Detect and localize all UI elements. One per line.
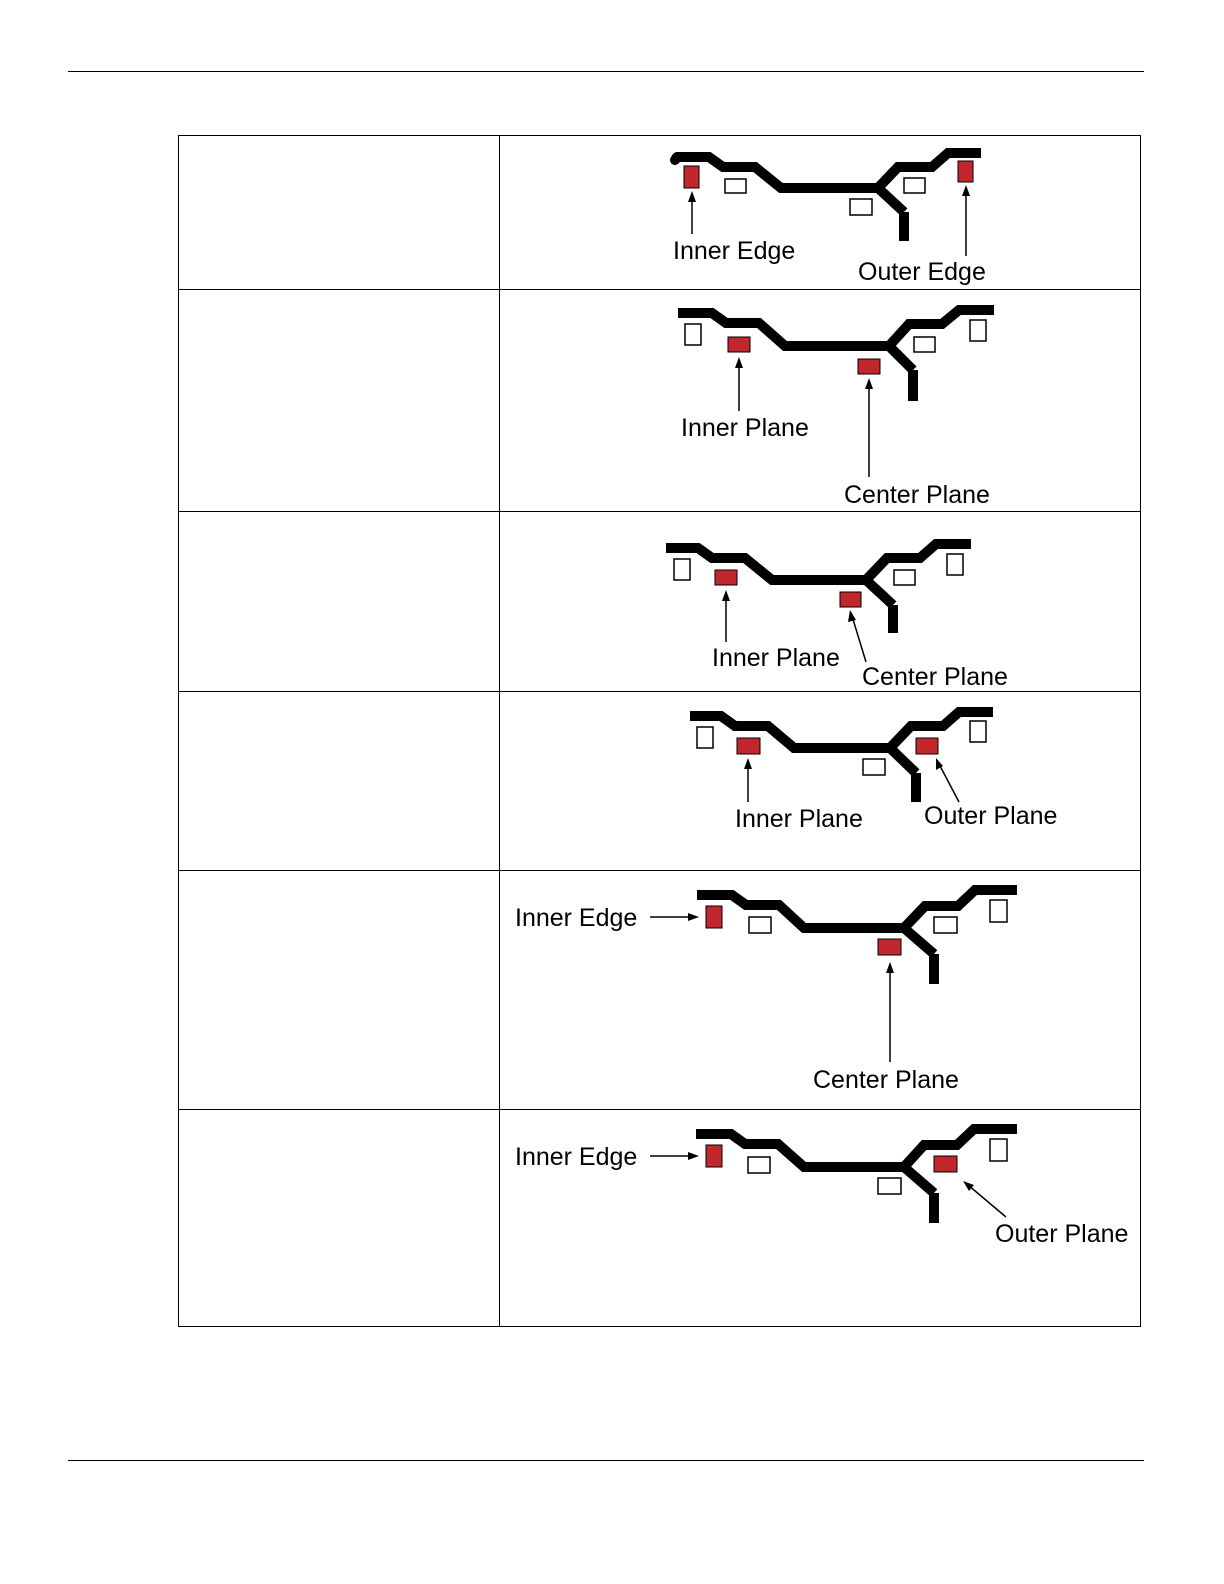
label-outer-plane: Outer Plane — [995, 1220, 1129, 1248]
label-center-plane: Center Plane — [844, 481, 990, 509]
wheel-cross-section-diagram — [500, 692, 1140, 869]
arrow-head — [865, 378, 873, 389]
empty-weight-slot — [894, 570, 915, 585]
arrow-head — [848, 610, 856, 622]
label-center-plane: Center Plane — [813, 1066, 959, 1094]
weight-placement-table — [178, 135, 1141, 1327]
description-cell — [179, 136, 500, 290]
arrow-head — [886, 962, 894, 973]
label-inner-edge: Inner Edge — [515, 1143, 638, 1171]
arrow-line — [939, 764, 959, 802]
rim-profile — [678, 310, 994, 346]
figure-cell — [500, 871, 1141, 1110]
rim-profile — [677, 153, 981, 188]
table-row — [179, 871, 1141, 1110]
table-row — [179, 512, 1141, 692]
empty-weight-slot — [990, 900, 1007, 922]
empty-weight-slot — [674, 559, 690, 580]
description-cell — [179, 871, 500, 1110]
arrow-head — [722, 590, 730, 601]
label-inner-plane: Inner Plane — [681, 414, 809, 442]
weight-center-plane — [878, 939, 901, 955]
rim-flange — [889, 346, 913, 370]
label-inner-edge: Inner Edge — [673, 237, 796, 265]
rim-profile — [690, 712, 993, 748]
wheel-cross-section-diagram — [500, 1110, 1140, 1325]
rim-lip — [675, 157, 677, 160]
empty-weight-slot — [749, 917, 771, 933]
arrow-line — [968, 1185, 1006, 1217]
figure-cell — [500, 290, 1141, 512]
rim-profile — [697, 890, 1017, 928]
rim-profile — [696, 1129, 1017, 1167]
empty-weight-slot — [970, 721, 986, 742]
weight-inner-edge — [684, 166, 699, 188]
empty-weight-slot — [697, 727, 713, 748]
weight-center-plane — [840, 592, 861, 607]
empty-weight-slot — [850, 199, 872, 215]
wheel-cross-section-diagram — [500, 871, 1140, 1108]
weight-outer-plane — [934, 1156, 957, 1172]
wheel-cross-section-diagram — [500, 512, 1140, 690]
header-rule — [68, 71, 1144, 72]
wheel-cross-section-diagram — [500, 290, 1140, 510]
rim-flange — [904, 928, 934, 954]
arrow-head — [962, 185, 970, 196]
label-outer-plane: Outer Plane — [924, 802, 1058, 830]
empty-weight-slot — [878, 1178, 901, 1194]
rim-flange — [904, 1167, 934, 1193]
arrow-head — [688, 913, 699, 921]
wheel-cross-section-diagram — [500, 136, 1140, 288]
empty-weight-slot — [904, 178, 925, 193]
table-row — [179, 290, 1141, 512]
arrow-head — [744, 758, 752, 769]
weight-inner-plane — [728, 337, 750, 352]
rim-flange — [890, 748, 916, 773]
empty-weight-slot — [914, 337, 935, 352]
table-row — [179, 1110, 1141, 1327]
label-center-plane: Center Plane — [862, 663, 1008, 690]
table-row — [179, 692, 1141, 871]
table-row — [179, 136, 1141, 290]
footer-rule — [68, 1460, 1144, 1461]
empty-weight-slot — [934, 917, 957, 933]
empty-weight-slot — [863, 759, 885, 775]
label-inner-edge: Inner Edge — [515, 904, 638, 932]
arrow-line — [852, 616, 866, 662]
empty-weight-slot — [970, 320, 986, 341]
empty-weight-slot — [947, 554, 963, 575]
figure-cell — [500, 1110, 1141, 1327]
figure-cell — [500, 692, 1141, 871]
label-outer-edge: Outer Edge — [858, 258, 986, 286]
weight-inner-edge — [706, 1145, 722, 1167]
description-cell — [179, 692, 500, 871]
label-inner-plane: Inner Plane — [735, 805, 863, 833]
arrow-head — [688, 191, 696, 202]
figure-cell — [500, 136, 1141, 290]
arrow-head — [735, 357, 743, 368]
empty-weight-slot — [725, 179, 746, 193]
description-cell — [179, 512, 500, 692]
weight-inner-plane — [715, 570, 737, 585]
empty-weight-slot — [748, 1157, 770, 1173]
description-cell — [179, 290, 500, 512]
arrow-head — [688, 1152, 699, 1160]
rim-profile — [666, 544, 971, 580]
label-inner-plane: Inner Plane — [712, 644, 840, 672]
rim-flange — [878, 188, 904, 212]
weight-center-plane — [858, 359, 880, 374]
description-cell — [179, 1110, 500, 1327]
empty-weight-slot — [990, 1139, 1007, 1161]
weight-inner-edge — [706, 906, 722, 928]
weight-outer-edge — [958, 161, 973, 182]
empty-weight-slot — [685, 324, 701, 345]
figure-cell — [500, 512, 1141, 692]
rim-flange — [866, 580, 893, 605]
weight-outer-plane — [916, 738, 938, 754]
weight-inner-plane — [737, 738, 760, 754]
